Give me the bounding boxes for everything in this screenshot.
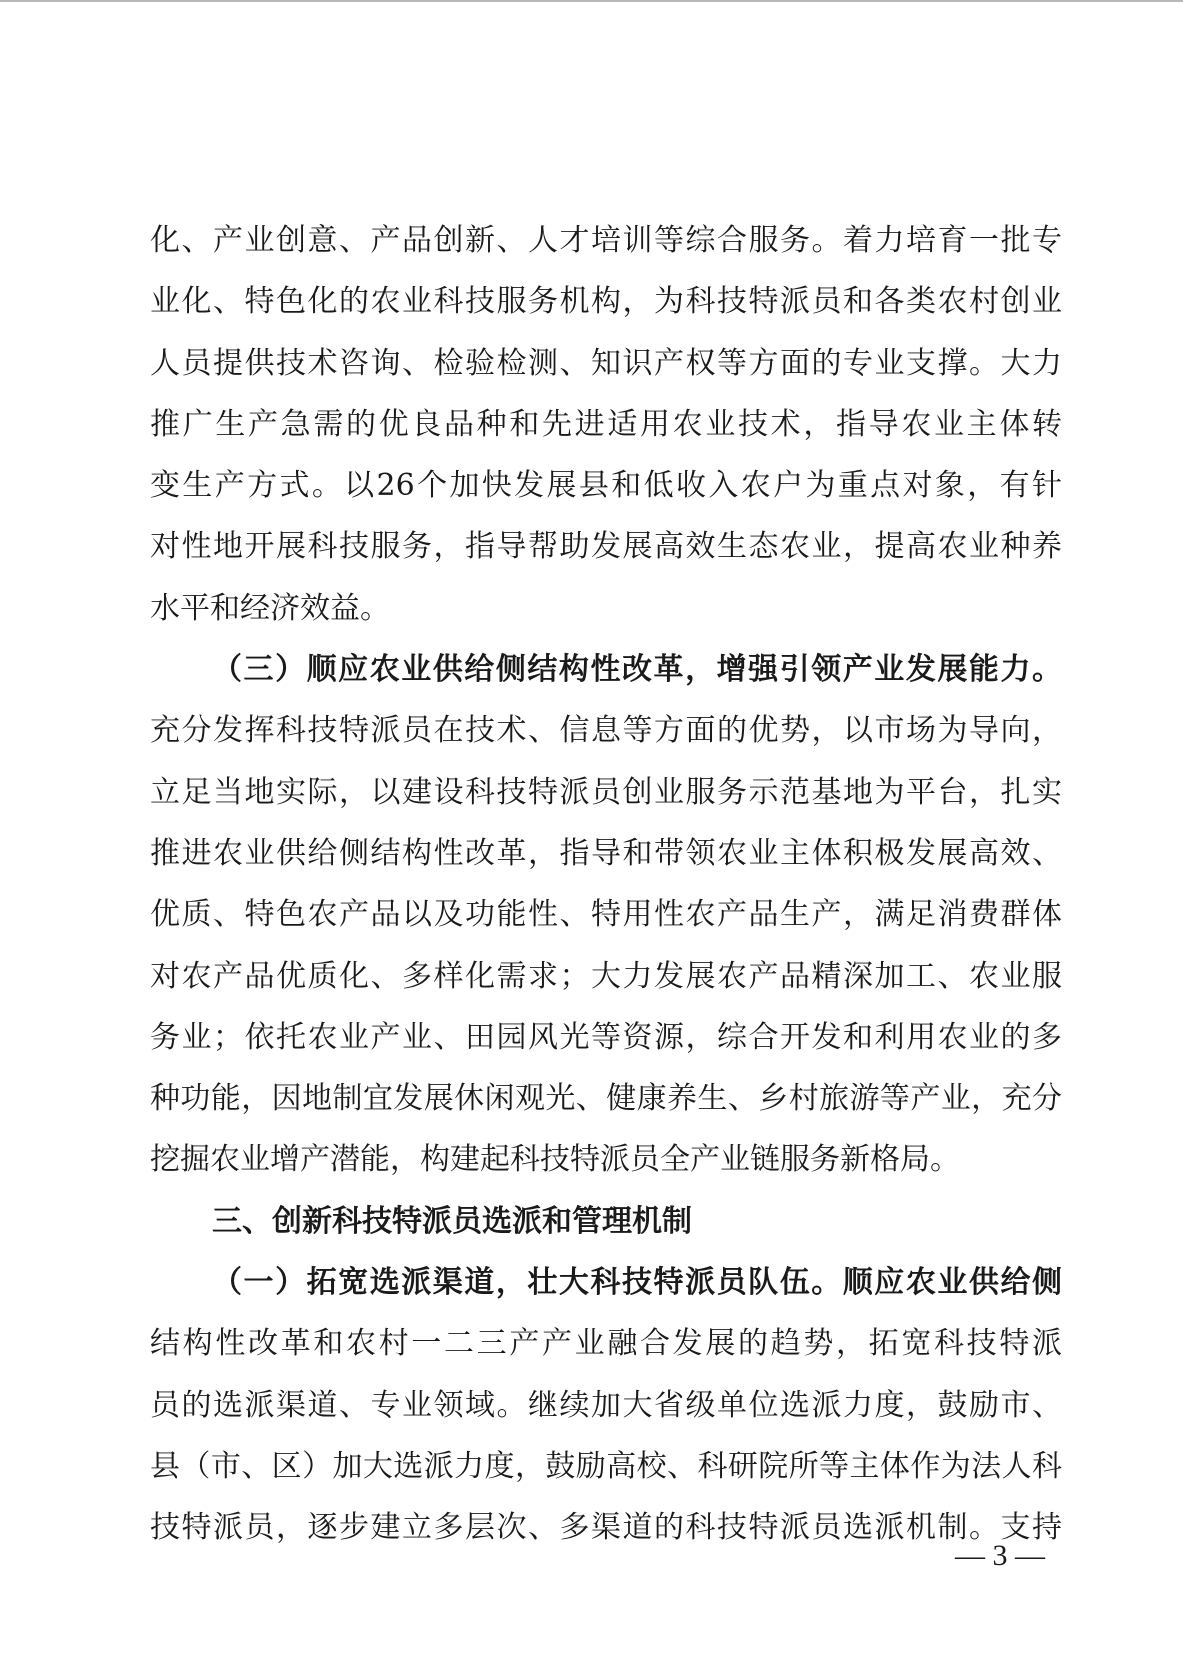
text-line: 挖掘农业增产潜能，构建起科技特派员全产业链服务新格局。 xyxy=(150,1142,960,1178)
subsection-heading-3 xyxy=(150,639,1062,700)
body-text xyxy=(150,210,1062,1559)
text-line: 立足当地实际，以建设科技特派员创业服务示范基地为平台，扎实 xyxy=(150,774,1062,810)
text-line: 业化、特色化的农业科技服务机构，为科技特派员和各类农村创业 xyxy=(150,284,1062,320)
text-line: 县（市、区）加大选派力度，鼓励高校、科研院所等主体作为法人科 xyxy=(150,1448,1062,1484)
heading-text: （三）顺应农业供给侧结构性改革，增强引领产业发展能力。 xyxy=(212,652,1062,688)
text-line: 优质、特色农产品以及功能性、特用性农产品生产，满足消费群体 xyxy=(150,897,1062,933)
page-number: — 3 — xyxy=(955,1539,1045,1572)
text-line: 结构性改革和农村一二三产产业融合发展的趋势，拓宽科技特派 xyxy=(150,1326,1062,1362)
text-line: 推广生产急需的优良品种和先进适用农业技术，指导农业主体转 xyxy=(150,406,1062,442)
text-line: 员的选派渠道、专业领域。继续加大省级单位选派力度，鼓励市、 xyxy=(150,1387,1062,1423)
text-line: 对性地开展科技服务，指导帮助发展高效生态农业，提高农业种养 xyxy=(150,529,1062,565)
subsection-heading-1 xyxy=(150,1252,1062,1313)
top-edge-rule xyxy=(0,0,1183,2)
text-line: 化、产业创意、产品创新、人才培训等综合服务。着力培育一批专 xyxy=(150,223,1062,258)
text-line: 变生产方式。以26个加快发展县和低收入农户为重点对象，有针 xyxy=(150,468,1062,504)
text-line: 务业；依托农业产业、田园风光等资源，综合开发和利用农业的多 xyxy=(150,1019,1062,1055)
text-line: 技特派员，逐步建立多层次、多渠道的科技特派员选派机制。支持 xyxy=(150,1510,1062,1546)
section-heading-3: 三、创新科技特派员选派和管理机制 xyxy=(212,1203,692,1239)
text-line: 人员提供技术咨询、检验检测、知识产权等方面的专业支撑。大力 xyxy=(150,345,1062,381)
text-line: 推进农业供给侧结构性改革，指导和带领农业主体积极发展高效、 xyxy=(150,835,1062,871)
heading-text: （一）拓宽选派渠道，壮大科技特派员队伍。顺应农业供给侧 xyxy=(212,1265,1062,1301)
text-line: 种功能，因地制宜发展休闲观光、健康养生、乡村旅游等产业，充分 xyxy=(150,1081,1062,1117)
text-line: 对农产品优质化、多样化需求；大力发展农产品精深加工、农业服 xyxy=(150,958,1062,994)
text-line: 充分发挥科技特派员在技术、信息等方面的优势，以市场为导向， xyxy=(150,713,1062,749)
text-line: 水平和经济效益。 xyxy=(150,590,390,626)
